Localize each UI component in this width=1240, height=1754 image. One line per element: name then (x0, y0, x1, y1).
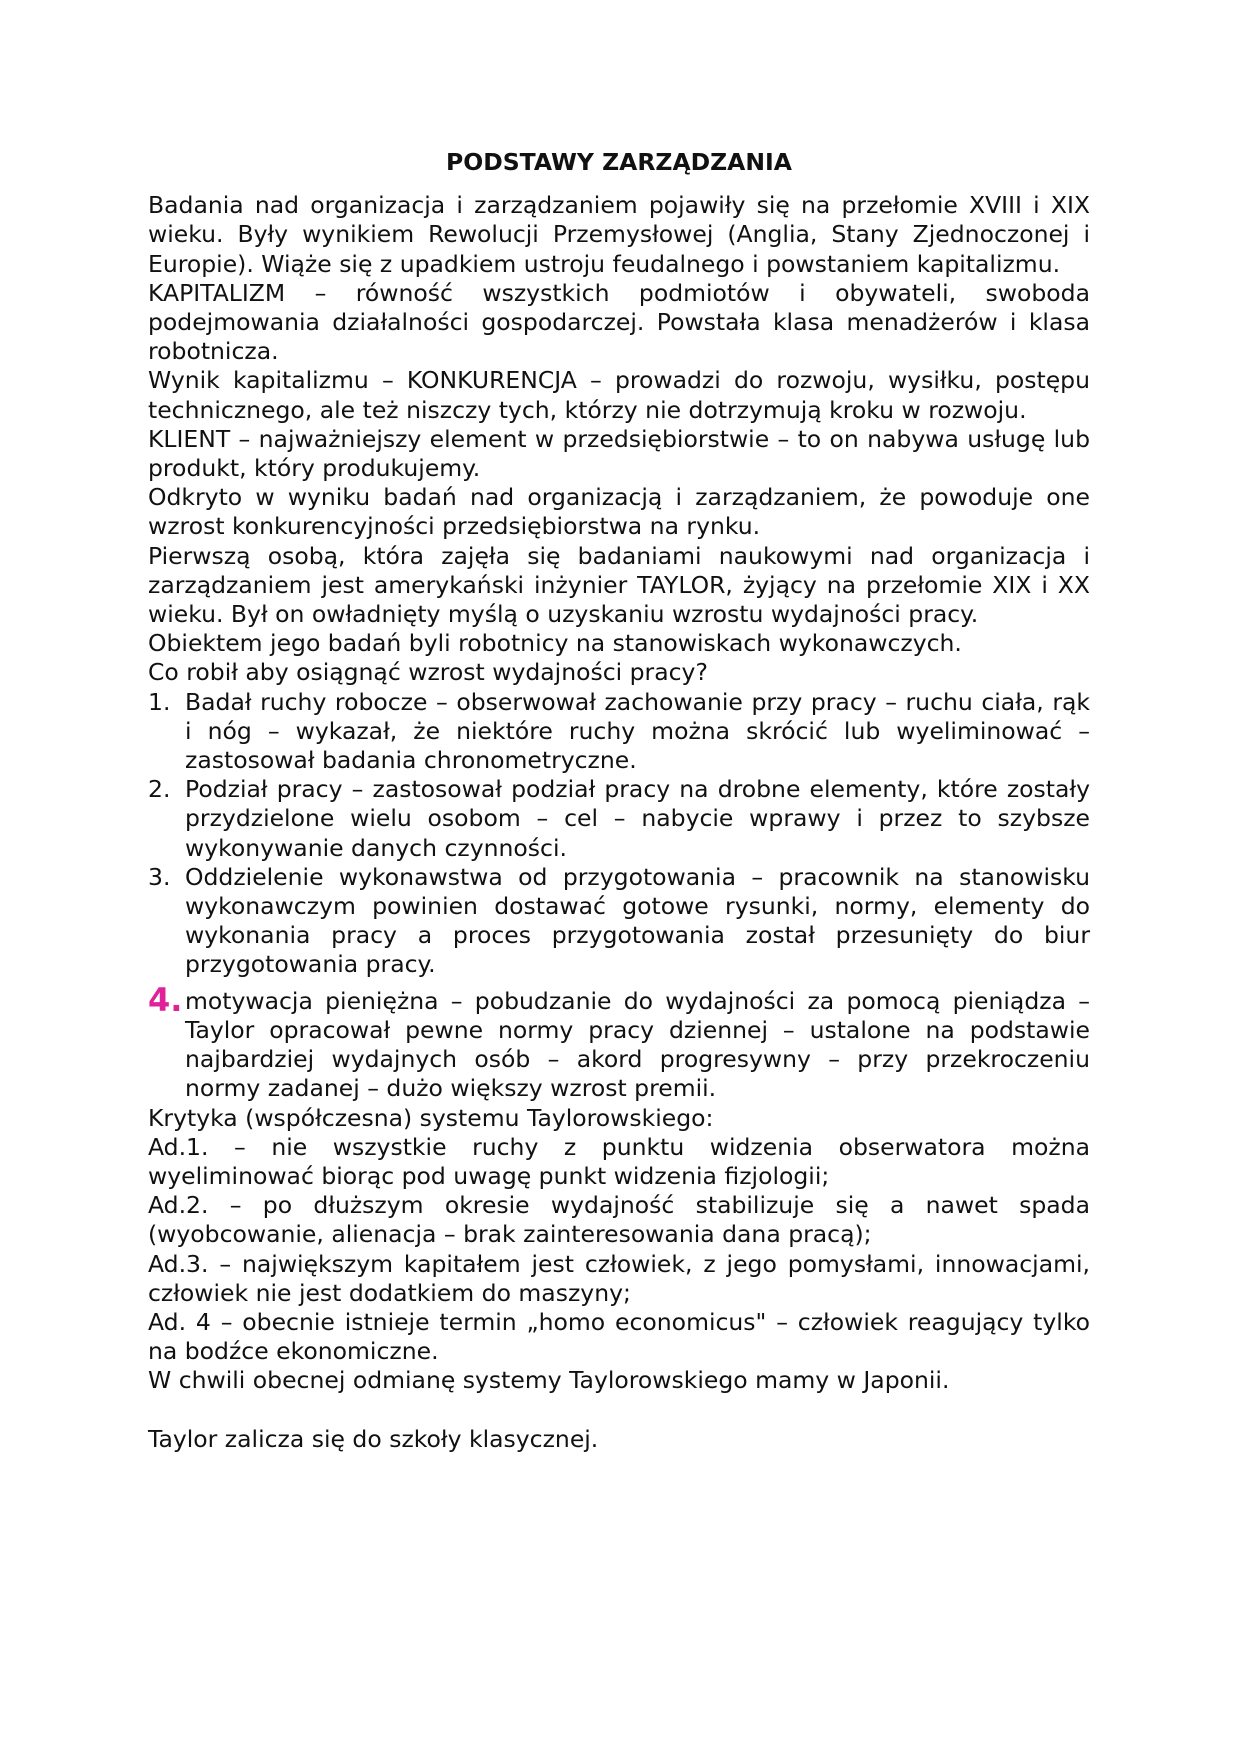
critique-heading: Krytyka (współczesna) systemu Taylorowskiego: (148, 1103, 714, 1132)
client-paragraph: KLIENT – najważniejszy element w przedsiębiorstwie – to on nabywa usługę lub produkt, który produkujemy. (148, 424, 1090, 483)
competition-paragraph: Wynik kapitalizmu – KONKURENCJA – prowadzi do rozwoju, wysiłku, postępu technicznego, ale też niszczy tych, którzy nie dotrzymują kroku w rozwoju. (148, 366, 1090, 424)
blank-line (148, 1396, 1090, 1425)
list-item-text: Oddzielenie wykonawstwa od przygotowania – pracownik na stanowisku wykonawczym powinien dostawać gotowe rysunki, normy, elementy do wykonania pracy a proces przygotowania został przesunięty do biur przygotowania pracy. (185, 862, 1090, 979)
question-paragraph: Co robił aby osiągnąć wzrost wydajności pracy? (148, 658, 708, 687)
discovery-paragraph: Odkryto w wyniku badań nad organizacją i zarządzaniem, że powoduje one wzrost konkurencyjności przedsiębiorstwa na rynku. (148, 483, 1090, 541)
taylor-paragraph: Pierwszą osobą, która zajęła się badaniami naukowymi nad organizacja i zarządzaniem jest amerykański inżynier TAYLOR, żyjący na przełomie XIX i XX wieku. Był on owładnięty myślą o uzyskaniu wzrostu wydajności pracy. (148, 541, 1090, 629)
intro-paragraph: Badania nad organizacja i zarządzaniem pojawiły się na przełomie XVIII i XIX wieku. Były wynikiem Rewolucji Przemysłowej (Anglia, Stany Zjednoczonej i Europie). Wiąże się z upadkiem ustroju feudalnego i powstaniem kapitalizmu. (148, 191, 1090, 278)
list-item (148, 863, 1090, 980)
research-object-paragraph: Obiektem jego badań byli robotnicy na stanowiskach wykonawczych. (148, 629, 962, 658)
list-item-text: Podział pracy – zastosował podział pracy na drobne elementy, które zostały przydzielone wielu osobom – cel – nabycie wprawy i przez to szybsze wykonywanie danych czynności. (185, 775, 1090, 862)
capitalism-paragraph: KAPITALIZM – równość wszystkich podmiotów i obywateli, swoboda podejmowania działalności gospodarczej. Powstała klasa menadżerów i klasa robotnicza. (148, 278, 1090, 366)
list-item (148, 688, 1090, 776)
critique-ad1: Ad.1. – nie wszystkie ruchy z punktu widzenia obserwatora można wyeliminować biorąc pod uwagę punkt widzenia fizjologii; (148, 1132, 1090, 1190)
critique-ad3: Ad.3. – największym kapitałem jest człowiek, z jego pomysłami, innowacjami, człowiek nie jest dodatkiem do maszyny; (148, 1249, 1090, 1307)
list-item (148, 980, 1090, 1104)
list-item-number: 3. (148, 862, 171, 891)
list-item-number: 2. (148, 775, 171, 804)
list-item-text: motywacja pieniężna – pobudzanie do wydajności za pomocą pieniądza – Taylor opracował pewne normy pracy dziennej – ustalone na podstawie najbardziej wydajnych osób – akord progresywny – przy przekroczeniu normy zadanej – dużo większy wzrost premii. (185, 986, 1090, 1103)
list-item-number-highlighted: 4. (148, 980, 183, 1019)
critique-ad4: Ad. 4 – obecnie istnieje termin „homo economicus" – człowiek reagujący tylko na bodźce ekonomiczne. (148, 1307, 1090, 1366)
document-page (148, 148, 1090, 1454)
list-item (148, 775, 1090, 863)
closing-paragraph: Taylor zalicza się do szkoły klasycznej. (148, 1424, 599, 1453)
critique-ad2: Ad.2. – po dłuższym okresie wydajność stabilizuje się a nawet spada (wyobcowanie, alienacja – brak zainteresowania dana pracą); (148, 1191, 1090, 1249)
taylor-methods-list (148, 688, 1090, 1104)
list-item-number: 1. (148, 687, 171, 716)
japan-paragraph: W chwili obecnej odmianę systemy Taylorowskiego mamy w Japonii. (148, 1366, 950, 1395)
page-title: PODSTAWY ZARZĄDZANIA (446, 148, 792, 176)
list-item-text: Badał ruchy robocze – obserwował zachowanie przy pracy – ruchu ciała, rąk i nóg – wykazał, że niektóre ruchy można skrócić lub wyeliminować – zastosował badania chronometryczne. (185, 687, 1090, 775)
